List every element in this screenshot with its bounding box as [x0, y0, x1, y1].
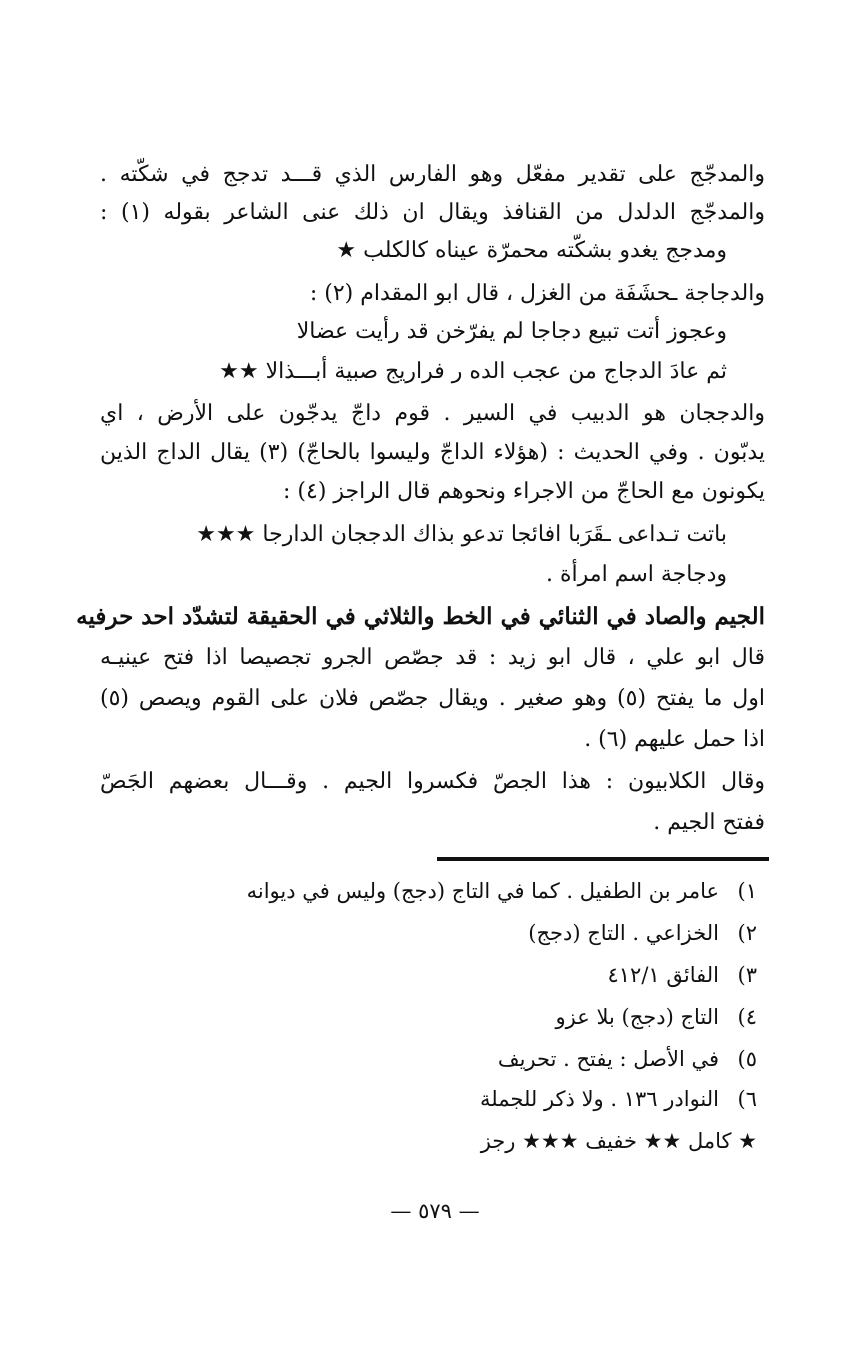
footnote-number: ٦) [737, 1087, 757, 1111]
footnote-text: في الأصل : يفتح . تحريف [497, 1047, 719, 1071]
text-line-5: يدبّون . وفي الحديث : (هؤلاء الداجّ وليسوا بالحاجّ) (٣) يقال الداج الذين [100, 440, 765, 465]
verse-line-2: وعجوز أتت تبيع دجاجا لم يفرّخن قد رأيت عضالا [296, 319, 727, 344]
text-line-3: والدجاجة ـحشَفَة من الغزل ، قال ابو المقدام (٢) : [309, 281, 765, 306]
footnote-1 [247, 876, 757, 906]
text-line-9: اول ما يفتح (٥) وهو صغير . ويقال جصّص فلان على القوم ويصص (٥) [100, 686, 765, 711]
text-line-10: اذا حمل عليهم (٦) . [584, 727, 765, 752]
verse-line-1: ومدجج يغدو بشكّته محمرّة عيناه كالكلب ★ [336, 238, 727, 263]
page-number: — ٥٧٩ — [390, 1199, 480, 1223]
text-line-7: ودجاجة اسم امرأة . [546, 562, 727, 587]
footnote-text: النوادر ١٣٦ . ولا ذكر للجملة [480, 1087, 719, 1111]
text-line-8: قال ابو علي ، قال ابو زيد : قد جصّص الجرو تجصيصا اذا فتح عينيـه [100, 645, 765, 670]
footnote-rule [437, 857, 769, 861]
text-line-11: وقال الكلابيون : هذا الجصّ فكسروا الجيم . وقـــال بعضهم الجَصّ [100, 769, 765, 794]
footnote-number: ٤) [737, 1005, 757, 1029]
footnote-number: ٥) [737, 1047, 757, 1071]
footnote-number: ١) [737, 879, 757, 903]
text-line-4: والدججان هو الدبيب في السير . قوم داجّ يدجّون على الأرض ، اي [100, 401, 765, 426]
footnote-6 [480, 1084, 757, 1114]
verse-line-3: ثم عادَ الدجاج من عجب الده ر فراريج صبية أبـــذالا ★★ [219, 359, 727, 384]
footnote-5 [498, 1044, 757, 1074]
section-heading: الجيم والصاد في الثنائي في الخط والثلاثي في الحقيقة لتشدّد احد حرفيه [76, 603, 765, 630]
footnote-2 [528, 918, 757, 948]
footnote-text: التاج (دجج) بلا عزو [555, 1005, 719, 1029]
footnote-number: ٣) [737, 963, 757, 987]
text-line-1: والمدجّج على تقدير مفعّل وهو الفارس الذي قـــد تدجج في شكّته . [100, 162, 765, 187]
footnote-text: عامر بن الطفيل . كما في التاج (دجج) وليس في ديوانه [246, 879, 719, 903]
text-line-6: يكونون مع الحاجّ من الاجراء ونحوهم قال الراجز (٤) : [282, 479, 765, 504]
text-line-12: ففتح الجيم . [653, 810, 765, 835]
footnote-3 [608, 960, 758, 990]
text-line-2: والمدجّج الدلدل من القنافذ ويقال ان ذلك عنى الشاعر بقوله (١) : [100, 200, 765, 225]
footnote-text: الفائق ٤١٢/١ [607, 963, 719, 987]
meter-legend: ★ كامل ★★ خفيف ★★★ رجز [480, 1129, 757, 1153]
verse-line-4: باتت تـداعى ـقَرَبا افائجا تدعو بذاك الدججان الدارجا ★★★ [196, 522, 727, 547]
footnote-number: ٢) [737, 921, 757, 945]
footnote-4 [556, 1002, 757, 1032]
footnote-text: الخزاعي . التاج (دجج) [528, 921, 719, 945]
